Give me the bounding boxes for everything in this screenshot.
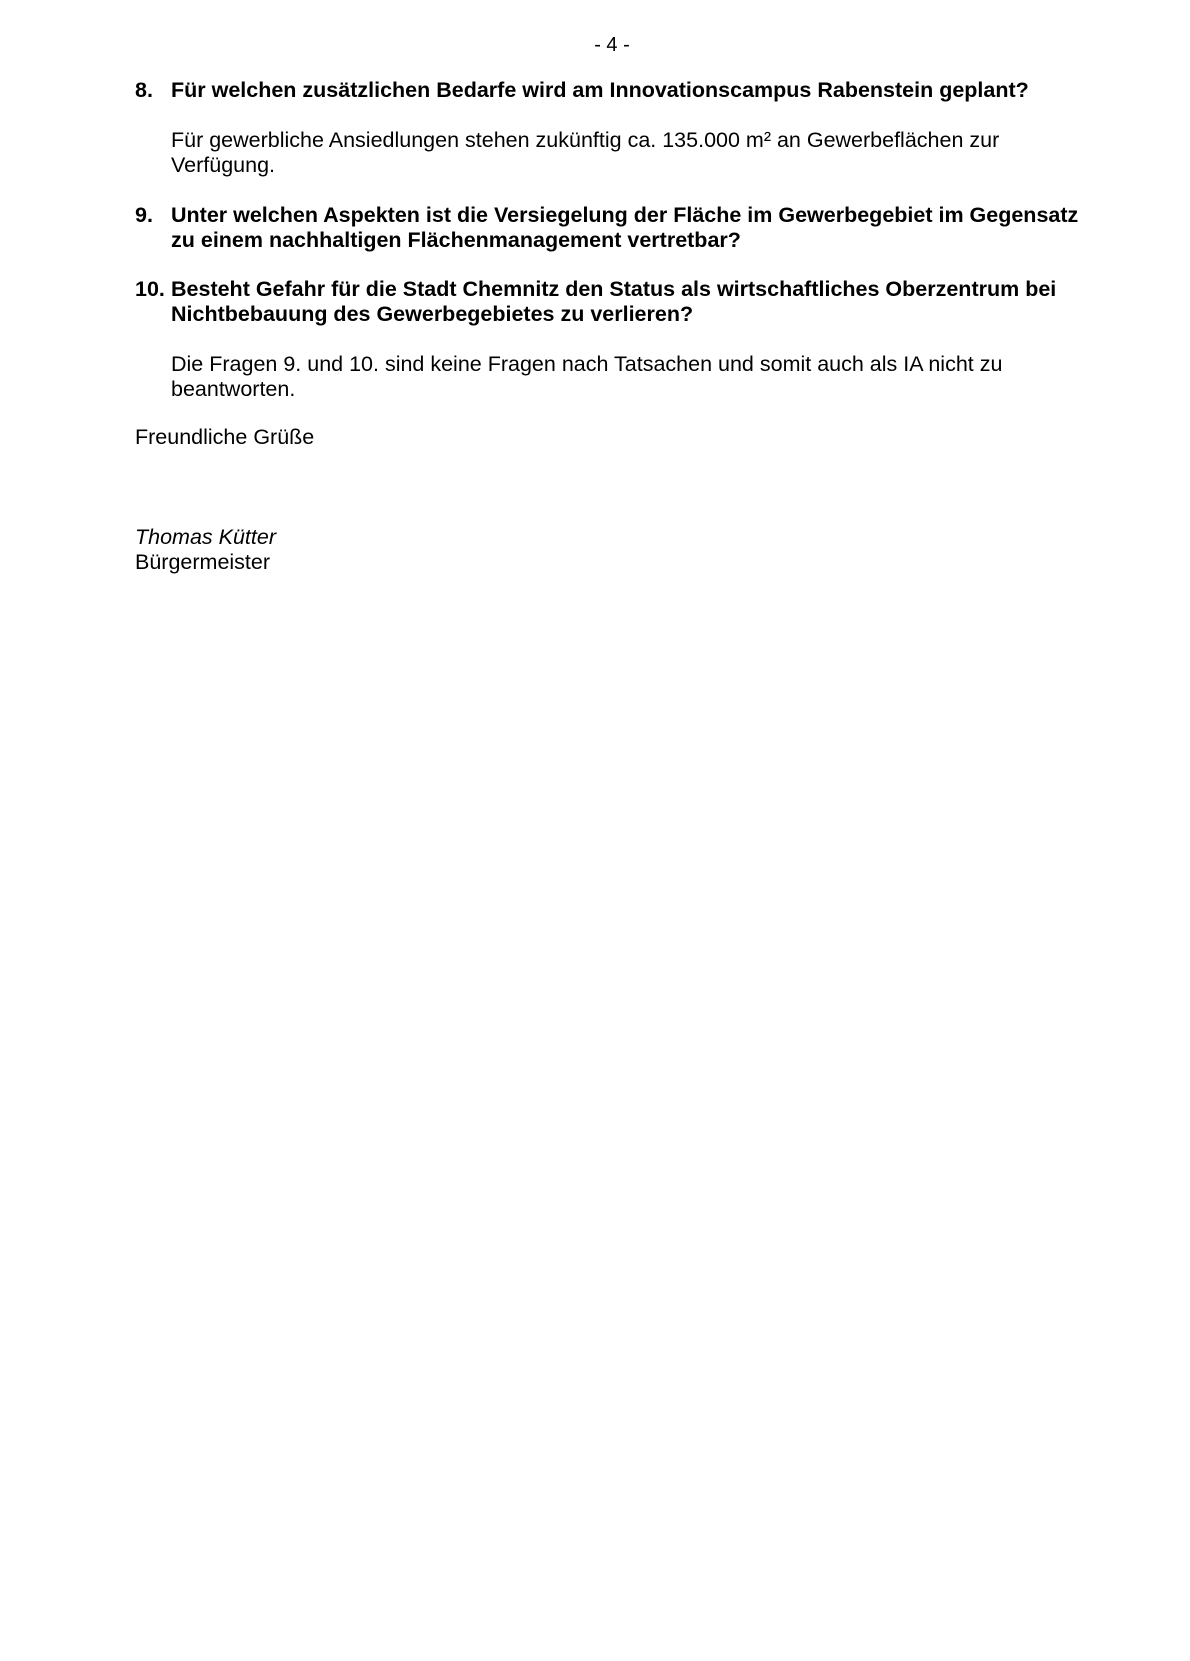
question-number: 9. xyxy=(135,203,153,227)
closing-greeting: Freundliche Grüße xyxy=(135,425,315,449)
question-text: Unter welchen Aspekten ist die Versiegelung der Fläche im Gewerbegebiet im Gegensatz zu einem nachhaltigen Flächenmanagement vertretbar? xyxy=(171,203,1079,252)
question-number: 8. xyxy=(135,78,153,102)
signer-name: Thomas Kütter xyxy=(135,525,276,549)
answer-8: Für gewerbliche Ansiedlungen stehen zukünftig ca. 135.000 m² an Gewerbeflächen zur Verfügung. xyxy=(171,128,1000,177)
question-text: Für welchen zusätzlichen Bedarfe wird am Innovationscampus Rabenstein geplant? xyxy=(171,78,1029,102)
question-text: Besteht Gefahr für die Stadt Chemnitz den Status als wirtschaftliches Oberzentrum bei Nichtbebauung des Gewerbegebietes zu verlieren? xyxy=(171,277,1057,326)
answer-9-10: Die Fragen 9. und 10. sind keine Fragen nach Tatsachen und somit auch als IA nicht zu beantworten. xyxy=(171,352,1003,401)
question-9 xyxy=(135,203,1095,253)
page-number: - 4 - xyxy=(594,34,630,56)
question-8 xyxy=(135,78,1095,103)
question-10 xyxy=(135,277,1095,327)
signer-title: Bürgermeister xyxy=(135,550,271,574)
question-number: 10. xyxy=(135,277,165,301)
